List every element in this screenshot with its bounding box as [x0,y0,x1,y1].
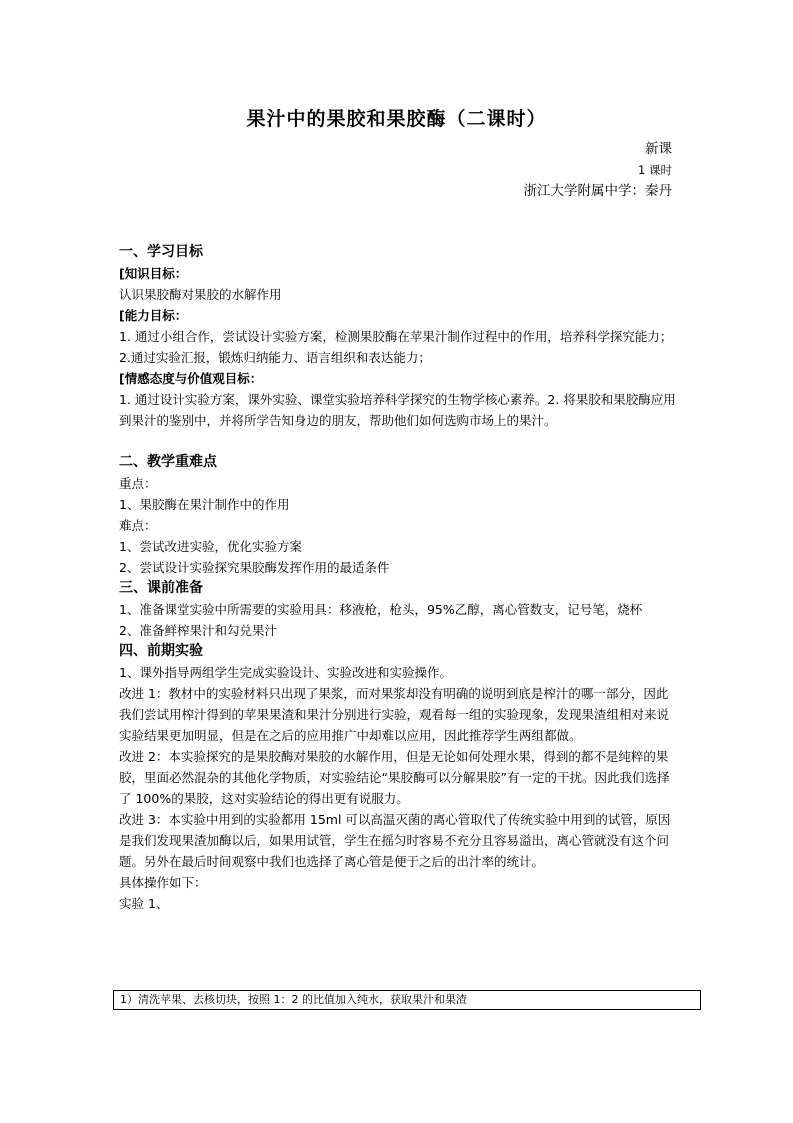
emotion-objective-text: 1. 通过设计实验方案，课外实验、课堂实验培养科学探究的生物学核心素养。2. 将果胶和果胶酶应用到果汁的鉴别中，并将所学告知身边的朋友，帮助他们如何选购市场上的果汁。 [119,392,676,428]
improvement-paragraph: 改进 3：本实验中用到的实验都用 15ml 可以高温灭菌的离心管取代了传统实验中用到的试管，原因是我们发现果渣加酶以后，如果用试管，学生在摇匀时容易不充分且容易溢出，离心管就没有这个问题。另外在最后时间观察中我们也选择了离心管是便于之后的出汁率的统计。 [119,812,671,869]
section-heading-preparation: 三、课前准备 [119,580,203,596]
spacer [119,431,679,452]
knowledge-objective-text: 认识果胶酶对果胶的水解作用 [119,287,282,302]
pre-experiment-item: 1、课外指导两组学生完成实验设计、实验改进和实验操作。 [119,665,452,680]
preparation-item: 1、准备课堂实验中所需要的实验用具：移液枪，枪头，95%乙醇，离心管数支，记号笔，烧杯 [119,602,643,617]
ability-objective-label: [能力目标： [119,308,188,323]
knowledge-objective-label: [知识目标： [119,266,188,281]
section-heading-key-points: 二、教学重难点 [119,454,217,470]
experiment-label: 实验 1、 [119,896,169,911]
ability-objective-text: 1. 通过小组合作，尝试设计实验方案，检测果胶酶在苹果汁制作过程中的作用，培养科学探究能力；2.通过实验汇报，锻炼归纳能力、语言组织和表达能力； [119,329,673,365]
difficult-point-item: 2、尝试设计实验探究果胶酶发挥作用的最适条件 [119,560,390,575]
author-school: 浙江大学附属中学：秦丹 [523,183,672,199]
preparation-item: 2、准备鲜榨果汁和勾兑果汁 [119,623,277,638]
difficult-point-item: 1、尝试改进实验，优化实验方案 [119,539,302,554]
document-body [119,242,679,914]
difficult-points-label: 难点： [119,518,157,533]
experiment-step-box: 1）清洗苹果、去核切块，按照 1：2 的比值加入纯水，获取果汁和果渣 [113,990,701,1010]
improvement-paragraph: 改进 1：教材中的实验材料只出现了果浆，而对果浆却没有明确的说明到底是榨汁的哪一部分，因此我们尝试用榨汁得到的苹果果渣和果汁分别进行实验，观看每一组的实验现象，发现果渣组相对来说实验结果更加明显，但是在之后的应用推广中却难以应用，因此推荐学生两组都做。 [119,686,670,743]
key-point-item: 1、果胶酶在果汁制作中的作用 [119,497,290,512]
key-points-label: 重点： [119,476,157,491]
lesson-type: 新课 [645,141,672,157]
improvement-paragraph: 改进 2：本实验探究的是果胶酶对果胶的水解作用，但是无论如何处理水果，得到的都不是纯粹的果胶，里面必然混杂的其他化学物质，对实验结论“果胶酶可以分解果胶”有一定的干扰。因此我们选择了 100%的果胶，这对实验结论的得出更有说服力。 [119,749,670,806]
operations-label: 具体操作如下： [119,875,207,890]
section-heading-objectives: 一、学习目标 [119,244,203,260]
section-heading-pre-experiment: 四、前期实验 [119,643,203,659]
document-title: 果汁中的果胶和果胶酶（二课时） [246,108,547,130]
lesson-hours: 1 课时 [638,163,672,177]
emotion-objective-label: [情感态度与价值观目标： [119,371,263,386]
lesson-meta [524,139,673,202]
